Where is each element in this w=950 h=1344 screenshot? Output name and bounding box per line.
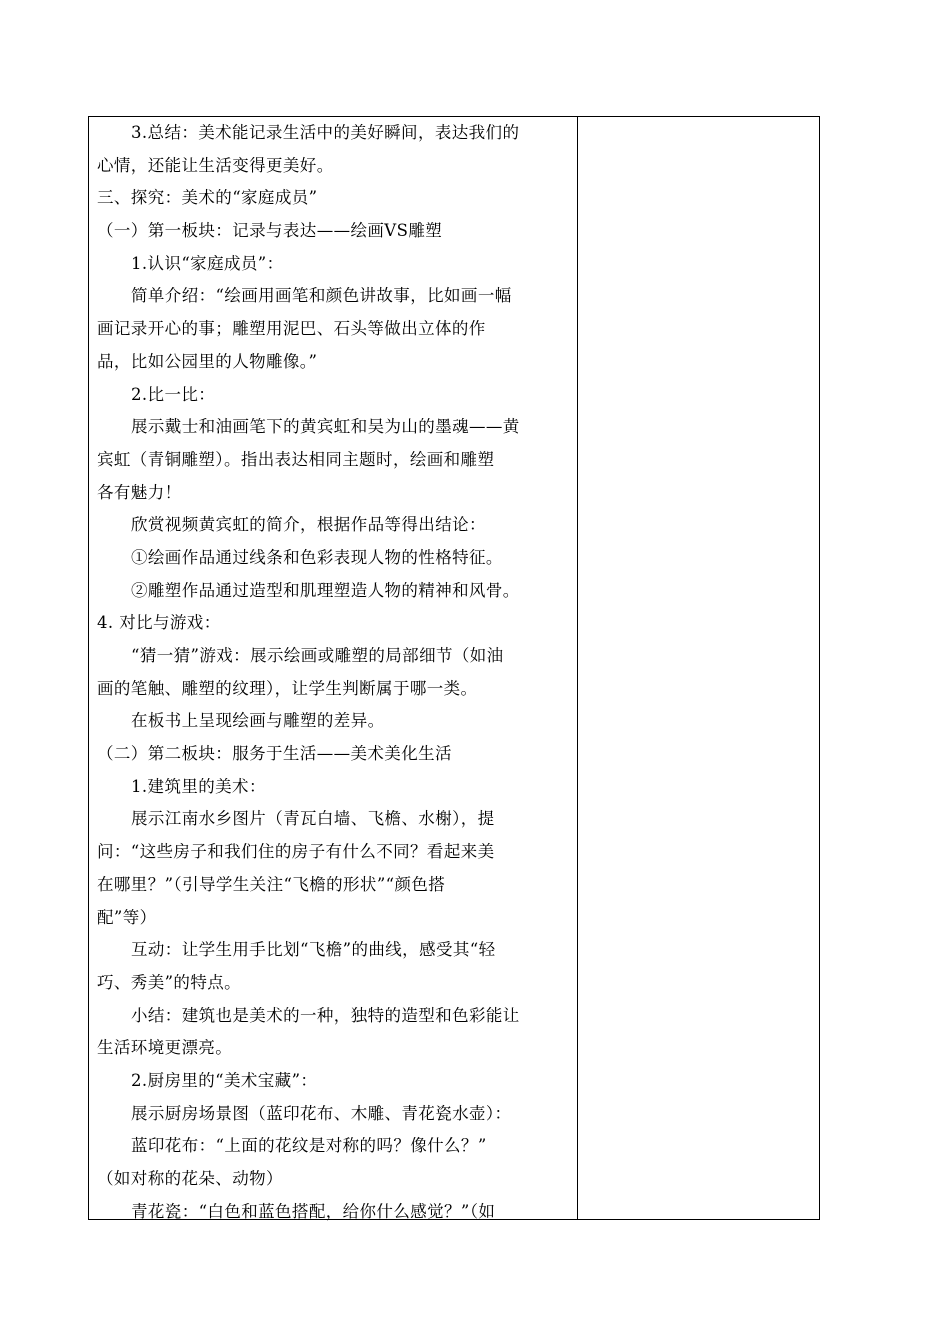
text-line: 1.建筑里的美术： [131,776,266,796]
text-line: ②雕塑作品通过造型和肌理塑造人物的精神和风骨。 [131,580,520,600]
text-line: 展示戴士和油画笔下的黄宾虹和吴为山的墨魂——黄 [131,417,520,437]
text-line: 心情，还能让生活变得更美好。 [97,155,334,175]
text-line: 蓝印花布：“上面的花纹是对称的吗？像什么？” [131,1136,487,1156]
text-line: 小结：建筑也是美术的一种，独特的造型和色彩能让 [131,1005,520,1025]
text-line: 简单介绍：“绘画用画笔和颜色讲故事，比如画一幅 [131,286,512,306]
text-line: 4. 对比与游戏： [97,613,221,633]
text-line: 在哪里？”（引导学生关注“飞檐的形状”“颜色搭 [97,874,446,894]
text-line: 2.比一比： [131,384,216,404]
text-line: 巧、秀美”的特点。 [97,972,242,992]
text-line: 展示江南水乡图片（青瓦白墙、飞檐、水榭），提 [131,809,495,829]
text-line: 配”等） [97,907,157,927]
text-line: 宾虹（青铜雕塑）。指出表达相同主题时，绘画和雕塑 [97,449,495,469]
text-line: （如对称的花朵、动物） [97,1169,283,1188]
text-line: 互动：让学生用手比划“飞檐”的曲线，感受其“轻 [131,940,496,960]
notes-cell [578,117,819,1219]
text-line: 问：“这些房子和我们住的房子有什么不同？看起来美 [97,842,495,862]
text-line: 各有魅力！ [97,482,182,502]
text-line: 1.认识“家庭成员”： [131,253,284,273]
text-line: 品，比如公园里的人物雕像。” [97,351,318,371]
text-line: 画记录开心的事；雕塑用泥巴、石头等做出立体的作 [97,319,486,339]
text-line: 展示厨房场景图（蓝印花布、木雕、青花瓷水壶）： [131,1103,512,1123]
text-line: 画的笔触、雕塑的纹理），让学生判断属于哪一类。 [97,678,478,698]
text-line: （一）第一板块：记录与表达——绘画VS雕塑 [97,221,443,241]
text-line: 欣赏视频黄宾虹的简介，根据作品等得出结论： [131,515,486,535]
text-line: 2.厨房里的“美术宝藏”： [131,1070,318,1090]
text-line: “猜一猜”游戏：展示绘画或雕塑的局部细节（如油 [131,646,504,665]
text-line: 青花瓷：“白色和蓝色搭配，给你什么感觉？”（如 [131,1201,496,1221]
text-line: （二）第二板块：服务于生活——美术美化生活 [97,744,452,764]
text-line: ①绘画作品通过线条和色彩表现人物的性格特征。 [131,547,503,567]
text-line: 三、探究：美术的“家庭成员” [97,188,318,208]
text-line: 生活环境更漂亮。 [97,1038,233,1058]
lesson-plan-table [88,116,820,1220]
lesson-content-cell [89,117,576,1219]
text-line: 3.总结：美术能记录生活中的美好瞬间，表达我们的 [131,123,520,142]
text-line: 在板书上呈现绘画与雕塑的差异。 [131,711,385,731]
